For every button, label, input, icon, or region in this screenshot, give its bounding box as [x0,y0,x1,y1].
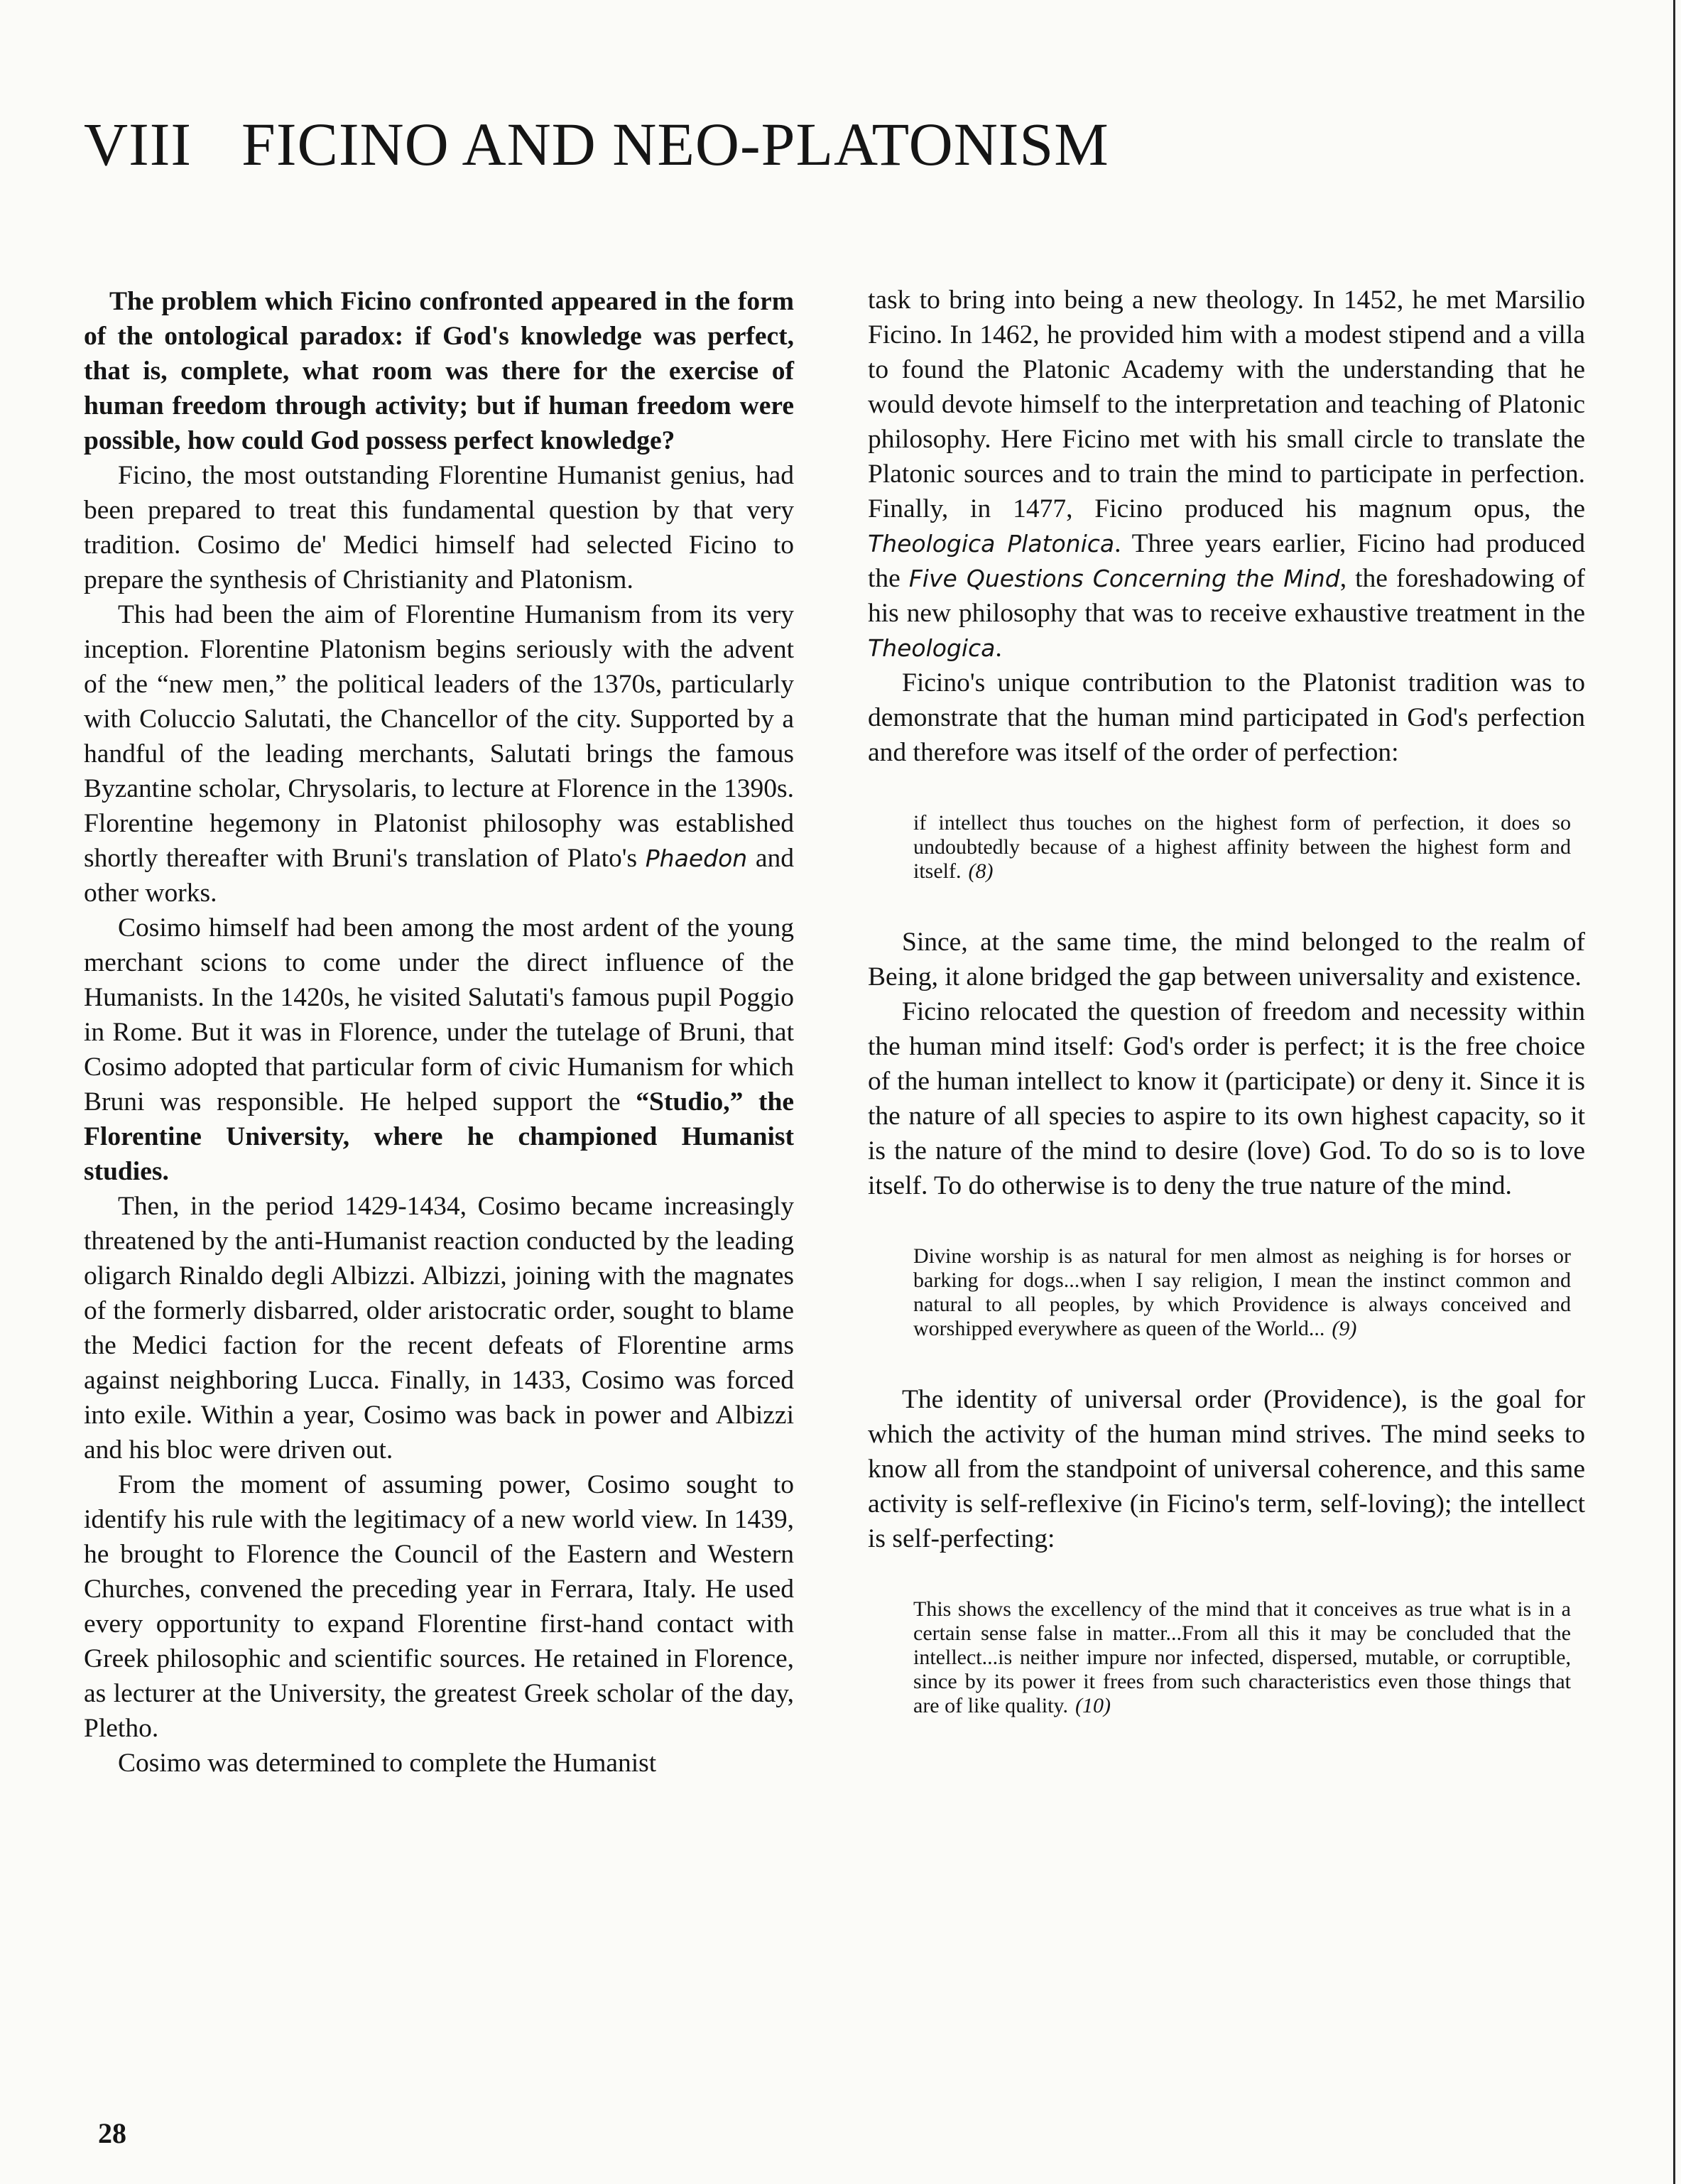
footnote-ref: (8) [968,859,994,883]
right-column [868,283,1585,1759]
paragraph: Since, at the same time, the mind belonged to the realm of Being, it alone bridged the gap between universality and existence. [868,928,1585,992]
paragraph: Ficino, the most outstanding Florentine Humanist genius, had been prepared to treat this fundamental question by that very tradition. Cosimo de' Medici himself had selected Ficino to prepare the synthesis of Christianity and Platonism. [84,461,794,594]
footnote-ref: (10) [1075,1694,1111,1717]
paragraph: Cosimo was determined to complete the Humanist [118,1749,657,1778]
page-edge-line [1673,0,1675,2184]
block-quote: This shows the excellency of the mind that it conceives as true what is in a certain sense false in matter...From all this it may be concluded that the intellect...is neither impure nor infected, dispersed, mutable, or corruptible, since by its power it frees from such characteristics even those things that are of like quality. (10) [913,1597,1571,1717]
chapter-title-text: FICINO AND NEO-PLATONISM [241,110,1109,178]
paragraph: Ficino's unique contribution to the Platonist tradition was to demonstrate that the human mind participated in God's perfection and therefore was itself of the order of perfection: [868,668,1585,767]
italic-title: Phaedon [645,844,748,872]
chapter-title [84,110,1109,178]
paragraph: This had been the aim of Florentine Humanism from its very inception. Florentine Platonism begins seriously with the advent of the “new men,” the political leaders of the 1370s, particularly with Coluccio Salutati, the Chancellor of the city. Supported by a handful of the leading merchants, Salutati brings the famous Byzantine scholar, Chrysolaris, to lecture at Florence in the 1390s. Florentine hegemony in Platonist philosophy was established shortly thereafter with Bruni's translation of Plato's Phaedon and other works. [84,600,794,908]
chapter-number: VIII [84,110,192,178]
italic-title: Theologica Platonica [868,530,1115,558]
footnote-ref: (9) [1332,1317,1357,1340]
opening-paragraph: The problem which Ficino confronted appeared in the form of the ontological paradox: if God's knowledge was perfect, that is, complete, what room was there for the exercise of human freedom through activity; but if human freedom were possible, how could God possess perfect knowledge? [84,287,794,455]
paragraph: Cosimo himself had been among the most ardent of the young merchant scions to come under the direct influence of the Humanists. In the 1420s, he visited Salutati's famous pupil Poggio in Rome. But it was in Florence, under the tutelage of Bruni, that Cosimo adopted that particular form of civic Humanism for which Bruni was responsible. He helped support the “Studio,” the Florentine University, where he championed Humanist studies. [84,913,794,1186]
paragraph: The identity of universal order (Providence), is the goal for which the activity of the human mind strives. The mind seeks to know all from the standpoint of universal coherence, and this same activity is self-reflexive (in Ficino's term, self-loving); the intellect is self-perfecting: [868,1385,1585,1553]
block-quote: Divine worship is as natural for men almost as neighing is for horses or barking for dogs...when I say religion, I mean the instinct common and natural to all peoples, by which Providence is always conceived and worshipped everywhere as queen of the World... (9) [913,1244,1571,1340]
continued-paragraph: task to bring into being a new theology. In 1452, he met Marsilio Ficino. In 1462, he provided him with a modest stipend and a villa to found the Platonic Academy with the understanding that he would devote himself to the interpretation and teaching of Platonic philosophy. Here Ficino met with his small circle to translate the Platonic sources and to train the mind to participate in perfection. Finally, in 1477, Ficino produced his magnum opus, the Theologica Platonica. Three years earlier, Ficino had produced the Five Questions Concerning the Mind, the foreshadowing of his new philosophy that was to receive exhaustive treatment in the Theologica. [868,286,1585,663]
block-quote: if intellect thus touches on the highest form of perfection, it does so undoubtedly because of a highest affinity between the highest form and itself. (8) [913,811,1571,883]
page-number: 28 [98,2117,126,2149]
paragraph: Ficino relocated the question of freedom and necessity within the human mind itself: God's order is perfect; it is the free choice of the human intellect to know it (participate) or deny it. Since it is the nature of all species to aspire to its own highest capacity, so it is the nature of the mind to desire (love) God. To do so is to love itself. To do otherwise is to deny the true nature of the mind. [868,997,1585,1200]
italic-title: Theologica [868,634,996,662]
paragraph: From the moment of assuming power, Cosimo sought to identify his rule with the legitimacy of a new world view. In 1439, he brought to Florence the Council of the Eastern and Western Churches, convened the preceding year in Ferrara, Italy. He used every opportunity to expand Florentine first-hand contact with Greek philosophic and scientific sources. He retained in Florence, as lecturer at the University, the greatest Greek scholar of the day, Pletho. [84,1470,794,1743]
paragraph: Then, in the period 1429-1434, Cosimo became increasingly threatened by the anti-Humanist reaction conducted by the leading oligarch Rinaldo degli Albizzi. Albizzi, joining with the magnates of the formerly disbarred, older aristocratic order, sought to blame the Medici faction for the recent defeats of Florentine arms against neighboring Lucca. Finally, in 1433, Cosimo was forced into exile. Within a year, Cosimo was back in power and Albizzi and his bloc were driven out. [84,1192,794,1465]
italic-title: Five Questions Concerning the Mind [908,565,1340,592]
bold-phrase: “Studio,” the Florentine University, where he championed Humanist studies. [84,1087,794,1186]
left-column [84,284,794,1781]
